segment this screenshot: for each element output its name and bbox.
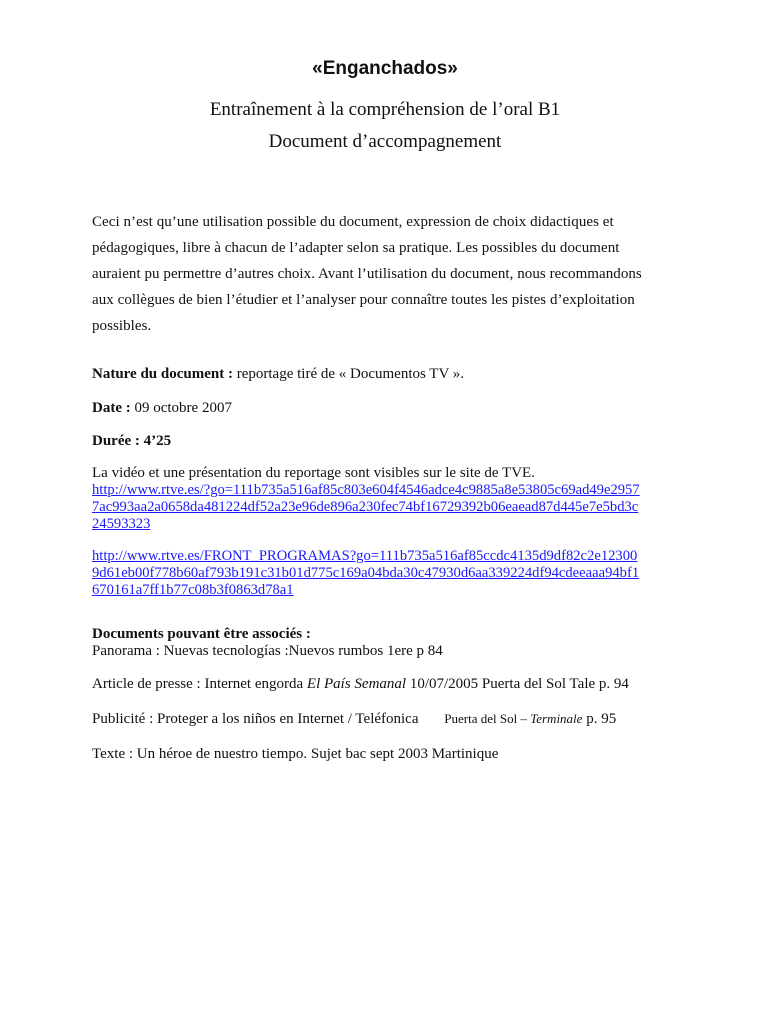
publicite-main: Publicité : Proteger a los niños en Internet / Teléfonica xyxy=(92,711,419,727)
rtve-link-2[interactable]: http://www.rtve.es/FRONT_PROGRAMAS?go=111b735a516af85ccdc4135d9df82c2e12300 xyxy=(92,548,638,564)
article-prefix: Article de presse : Internet engorda xyxy=(92,676,307,692)
video-section xyxy=(92,465,692,533)
nature-label: Nature du document : xyxy=(92,366,233,382)
article-source: El País Semanal xyxy=(306,676,407,692)
associated-documents-label: Documents pouvant être associés : xyxy=(92,626,311,642)
rtve-link-1[interactable]: 7ac993aa2a0658da481224df52a23e96de896a230fec74bf16729392b06eaead87d445e7e5bd3c xyxy=(92,499,639,515)
intro-line: pédagogiques, libre à chacun de l’adapter selon sa pratique. Les possibles du document xyxy=(92,240,620,256)
date-line xyxy=(92,399,692,418)
nature-value: reportage tiré de « Documentos TV ». xyxy=(232,366,465,382)
panorama-line: Panorama : Nuevas tecnologías :Nuevos rumbos 1ere p 84 xyxy=(92,643,443,659)
rtve-link-2[interactable]: 9d61eb00f778b60af793b191c31b01d775c169a04bda30c47930d6aa339224df94cdeeaaa94bf1 xyxy=(92,565,640,581)
texte-line: Texte : Un héroe de nuestro tiempo. Sujet bac sept 2003 Martinique xyxy=(92,746,499,762)
publicite-line xyxy=(92,709,692,729)
intro-line: Ceci n’est qu’une utilisation possible du document, expression de choix didactiques et xyxy=(92,214,614,230)
duree-line xyxy=(92,432,692,451)
document-title: «Enganchados» xyxy=(312,58,458,79)
rtve-link-1[interactable]: 24593323 xyxy=(92,516,151,532)
publicite-source-prefix: Puerta del Sol – xyxy=(444,711,531,726)
nature-line xyxy=(92,365,692,384)
intro-paragraph xyxy=(92,209,692,339)
document-subtitle: Entraînement à la compréhension de l’oral B1 xyxy=(209,99,561,120)
publicite-source-italic: Terminale xyxy=(530,711,583,726)
video-text: La vidéo et une présentation du reportage sont visibles sur le site de TVE. xyxy=(92,465,535,481)
publicite-source-suffix: p. 95 xyxy=(582,711,617,727)
article-suffix: 10/07/2005 Puerta del Sol Tale p. 94 xyxy=(406,676,629,692)
date-value: 09 octobre 2007 xyxy=(130,400,232,416)
document-subtitle-2: Document d’accompagnement xyxy=(268,131,502,152)
intro-line: possibles. xyxy=(92,318,152,334)
duree-label: Durée : 4’25 xyxy=(92,433,172,449)
intro-line: aux collègues de bien l’étudier et l’analyser pour connaître toutes les pistes d’exploitation xyxy=(92,292,635,308)
associated-documents xyxy=(92,626,692,660)
article-line xyxy=(92,675,692,694)
intro-line: auraient pu permettre d’autres choix. Avant l’utilisation du document, nous recommandons xyxy=(92,266,642,282)
rtve-link-2[interactable]: 670161a7ff1b77c08b3f0863d78a1 xyxy=(92,582,294,598)
link-section-2 xyxy=(92,548,692,599)
date-label: Date : xyxy=(92,400,131,416)
rtve-link-1[interactable]: http://www.rtve.es/?go=111b735a516af85c803e604f4546adce4c9885a8e53805c69ad49e2957 xyxy=(92,482,640,498)
